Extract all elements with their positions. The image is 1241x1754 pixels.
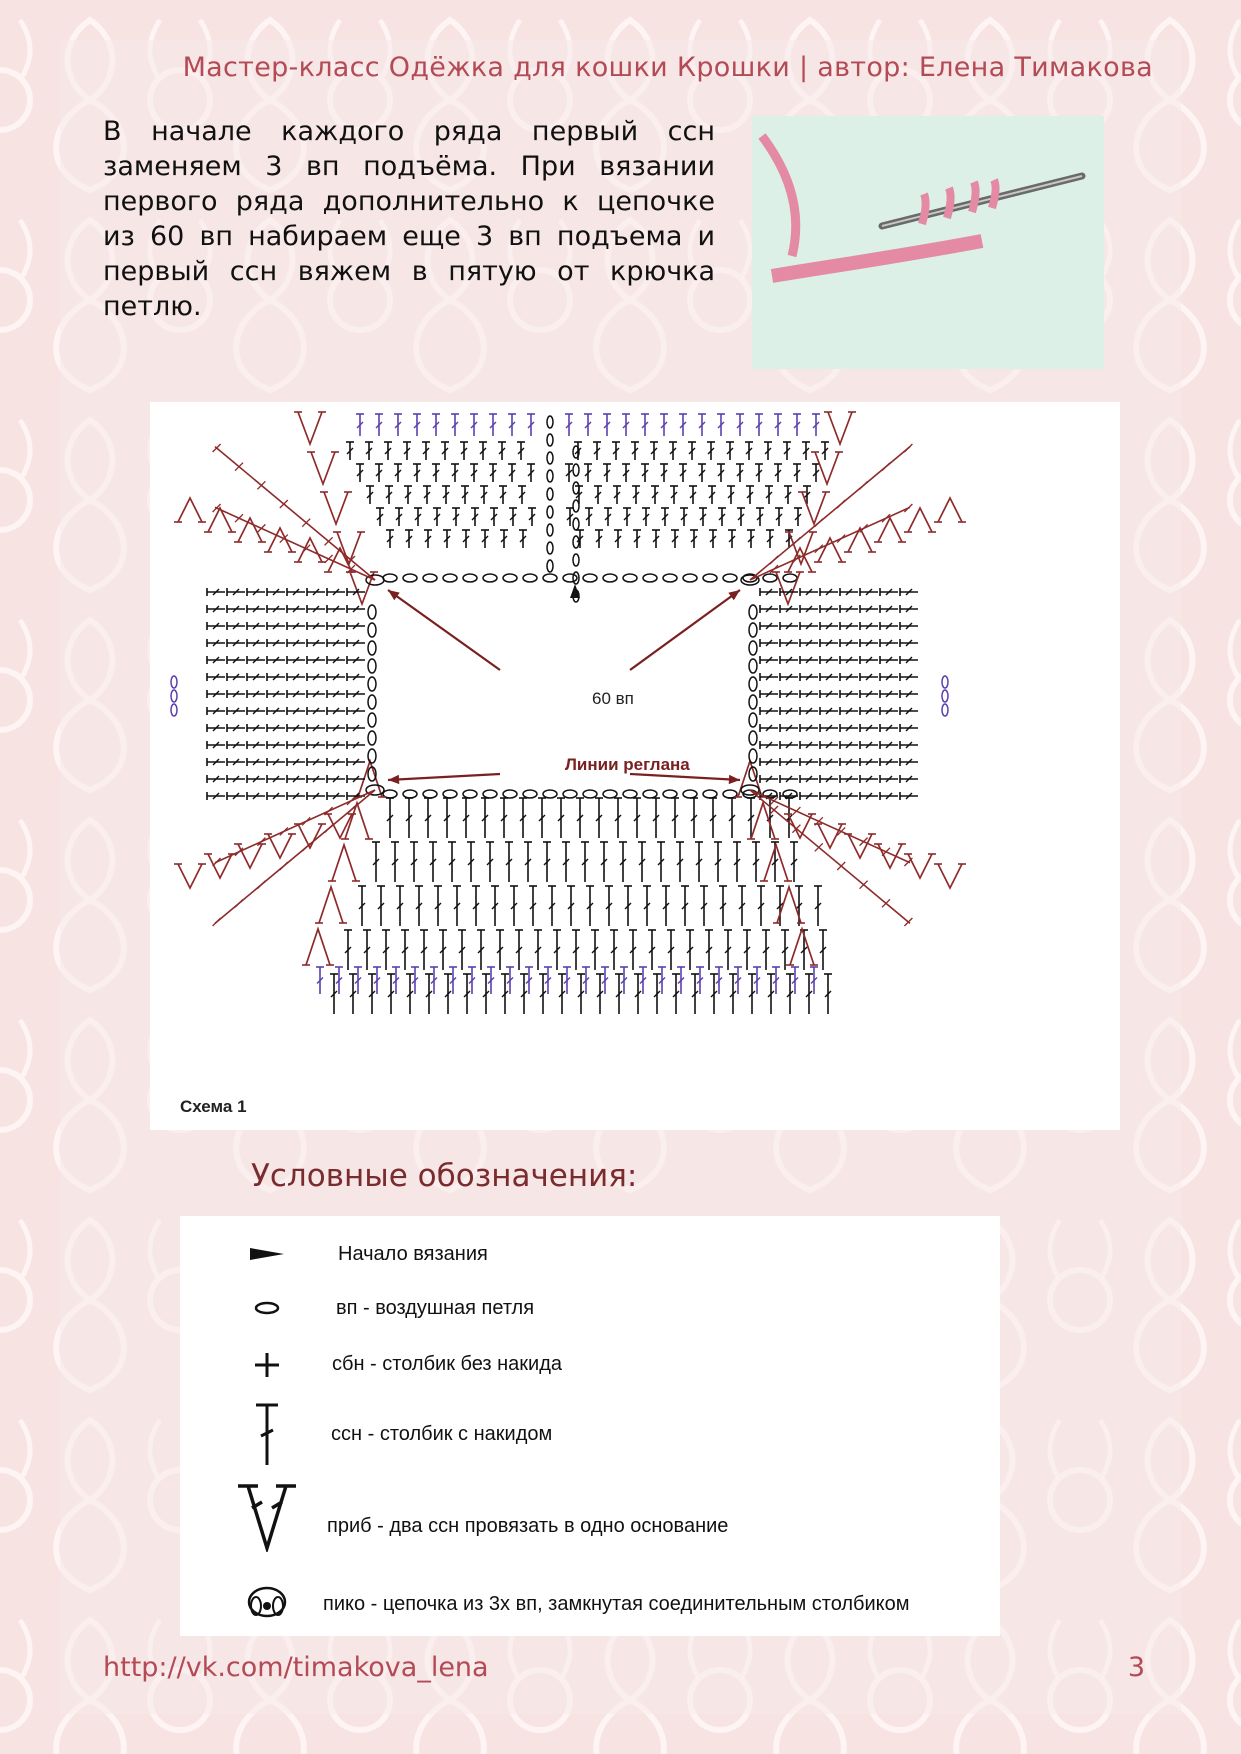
footer-link[interactable]: http://vk.com/timakova_lena (103, 1652, 489, 1683)
chain-stitch (563, 574, 577, 582)
legend-row-picot (180, 1578, 1000, 1638)
increase-stitch (938, 498, 962, 522)
chain-stitch (749, 749, 757, 763)
chain-stitch (443, 790, 457, 798)
single-crochet-icon (252, 1350, 282, 1380)
raglan-tick (347, 797, 355, 805)
increase-stitch (815, 452, 839, 484)
chain-stitch (547, 524, 553, 536)
chain-stitch (603, 790, 617, 798)
chain-stitch (543, 790, 557, 798)
raglan-arrow-head (388, 775, 399, 784)
chain-stitch (749, 677, 757, 691)
raglan-arrow (630, 774, 740, 780)
raglan-arrow (388, 590, 500, 670)
chain-stitch (523, 574, 537, 582)
increase-stitch (332, 845, 356, 881)
chain-stitch (942, 676, 948, 688)
increase-stitch (238, 518, 262, 542)
chain-stitch (623, 790, 637, 798)
crochet-schema (150, 402, 1120, 1130)
legend-title: Условные обозначения: (251, 1158, 638, 1194)
legend-text-chain: вп - воздушная петля (336, 1297, 535, 1319)
chain-stitch (749, 659, 757, 673)
chain-stitch (368, 695, 376, 709)
chain-stitch (547, 506, 553, 518)
chain-stitch (703, 790, 717, 798)
chain-stitch (547, 470, 553, 482)
increase-stitch (764, 845, 788, 881)
chain-stitch-icon (252, 1300, 282, 1316)
increase-stitch (938, 864, 962, 888)
chain-stitch (583, 574, 597, 582)
legend-text-inc: приб - два ссн провязать в одно основание (327, 1515, 729, 1537)
chain-stitch (749, 695, 757, 709)
legend-text-dc: ссн - столбик с накидом (331, 1423, 553, 1445)
page-number: 3 (1127, 1652, 1145, 1683)
chain-stitch (483, 790, 497, 798)
chain-stitch (403, 790, 417, 798)
chain-stitch (643, 790, 657, 798)
chain-stitch (543, 574, 557, 582)
raglan-tick (257, 524, 265, 532)
chain-stitch (423, 574, 437, 582)
legend-text-start: Начало вязания (338, 1243, 488, 1265)
chain-stitch (723, 574, 737, 582)
chain-stitch (443, 574, 457, 582)
chain-stitch (749, 623, 757, 637)
chain-stitch (749, 731, 757, 745)
chain-stitch (683, 790, 697, 798)
raglan-tick (302, 817, 310, 825)
start-arrow-icon (248, 1244, 288, 1264)
chain-stitch (171, 676, 177, 688)
chain-stitch (463, 574, 477, 582)
legend-text-picot: пико - цепочка из 3х вп, замкнутая соединительным столбиком (323, 1593, 910, 1615)
chain-stitch (563, 790, 577, 798)
chain-stitch (368, 623, 376, 637)
chain-stitch (573, 500, 579, 512)
raglan-tick (280, 862, 288, 870)
increase-stitch (298, 412, 322, 444)
schema-svg (150, 402, 1120, 1130)
raglan-tick (770, 556, 778, 564)
chain-stitch (483, 574, 497, 582)
chain-stitch (749, 605, 757, 619)
raglan-tick (280, 827, 288, 835)
chain-stitch (547, 434, 553, 446)
chain-stitch (423, 790, 437, 798)
increase-stitch (319, 887, 343, 923)
chain-stitch (942, 690, 948, 702)
schema-label-60: 60 вп (592, 689, 634, 708)
increase-stitch (306, 929, 330, 965)
chain-stitch (368, 641, 376, 655)
raglan-tick (792, 807, 800, 815)
schema-label-raglan: Линии реглана (565, 755, 690, 774)
raglan-tick (325, 555, 333, 563)
crochet-photo (752, 116, 1104, 369)
chain-stitch (368, 731, 376, 745)
raglan-tick (837, 500, 845, 508)
legend-text-sc: сбн - столбик без накида (332, 1353, 563, 1375)
chain-stitch (547, 488, 553, 500)
raglan-tick (213, 918, 221, 926)
raglan-arrow-head (729, 775, 740, 784)
chain-stitch (523, 790, 537, 798)
chain-stitch (368, 659, 376, 673)
chain-stitch (749, 641, 757, 655)
increase-stitch (208, 854, 232, 878)
chain-stitch (547, 416, 553, 428)
legend-box (180, 1216, 1000, 1636)
legend-row-inc (180, 1482, 1000, 1542)
chain-stitch (573, 482, 579, 494)
chain-stitch (749, 713, 757, 727)
raglan-arrow-head (728, 590, 740, 600)
raglan-tick (882, 848, 890, 856)
raglan-arrow (388, 774, 500, 780)
chain-stitch (503, 574, 517, 582)
chain-stitch (573, 518, 579, 530)
chain-stitch (171, 704, 177, 716)
increase-stitch (908, 508, 932, 532)
increase-icon (232, 1482, 302, 1552)
chain-stitch (573, 464, 579, 476)
increase-stitch (828, 412, 852, 444)
chain-stitch (368, 677, 376, 691)
chain-stitch (573, 572, 579, 584)
chain-stitch (643, 574, 657, 582)
chain-stitch (383, 574, 397, 582)
raglan-tick (235, 899, 243, 907)
legend-row-dc (180, 1394, 1000, 1454)
raglan-tick (882, 463, 890, 471)
picot-icon (246, 1582, 288, 1622)
increase-stitch (878, 518, 902, 542)
chain-stitch (603, 574, 617, 582)
chain-stitch (573, 554, 579, 566)
chain-stitch (547, 560, 553, 572)
raglan-tick (815, 545, 823, 553)
raglan-tick (213, 858, 221, 866)
raglan-tick (904, 444, 912, 452)
double-crochet-icon (252, 1402, 282, 1468)
chain-stitch (623, 574, 637, 582)
increase-stitch (324, 492, 348, 524)
raglan-arrow-head (388, 590, 400, 600)
chain-stitch (663, 574, 677, 582)
chain-stitch (171, 690, 177, 702)
chain-stitch (368, 749, 376, 763)
chain-stitch (763, 574, 777, 582)
legend-row-sc (180, 1338, 1000, 1398)
legend-row-start (180, 1234, 1000, 1294)
legend-row-chain (180, 1286, 1000, 1346)
chain-stitch (583, 790, 597, 798)
chain-stitch (683, 574, 697, 582)
chain-stitch (503, 790, 517, 798)
chain-stitch (403, 574, 417, 582)
chain-stitch (663, 790, 677, 798)
raglan-arrow (630, 590, 740, 670)
raglan-tick (904, 504, 912, 512)
chain-stitch (368, 713, 376, 727)
chain-stitch (942, 704, 948, 716)
increase-stitch (790, 929, 814, 965)
chain-stitch (573, 536, 579, 548)
increase-stitch (208, 508, 232, 532)
chain-stitch (547, 542, 553, 554)
increase-stitch (788, 814, 812, 838)
increase-stitch (178, 864, 202, 888)
raglan-tick (837, 535, 845, 543)
raglan-tick (792, 537, 800, 545)
intro-paragraph: В начале каждого ряда первый ссн заменяем 3 вп подъёма. При вязании первого ряда дополнительно к цепочке из 60 вп набираем еще 3 вп подъема и первый ссн вяжем в пятую от крючка петлю. (103, 116, 715, 322)
raglan-tick (235, 514, 243, 522)
raglan-tick (257, 881, 265, 889)
page-header: Мастер-класс Одёжка для кошки Крошки | автор: Елена Тимакова (182, 52, 1153, 83)
increase-stitch (311, 452, 335, 484)
chain-stitch (547, 452, 553, 464)
chain-stitch (463, 790, 477, 798)
chain-stitch (783, 574, 797, 582)
increase-stitch (178, 498, 202, 522)
raglan-tick (325, 825, 333, 833)
raglan-tick (860, 481, 868, 489)
schema-caption: Схема 1 (180, 1097, 247, 1116)
chain-stitch (703, 574, 717, 582)
increase-stitch (878, 844, 902, 868)
chain-stitch (368, 605, 376, 619)
increase-stitch (908, 854, 932, 878)
